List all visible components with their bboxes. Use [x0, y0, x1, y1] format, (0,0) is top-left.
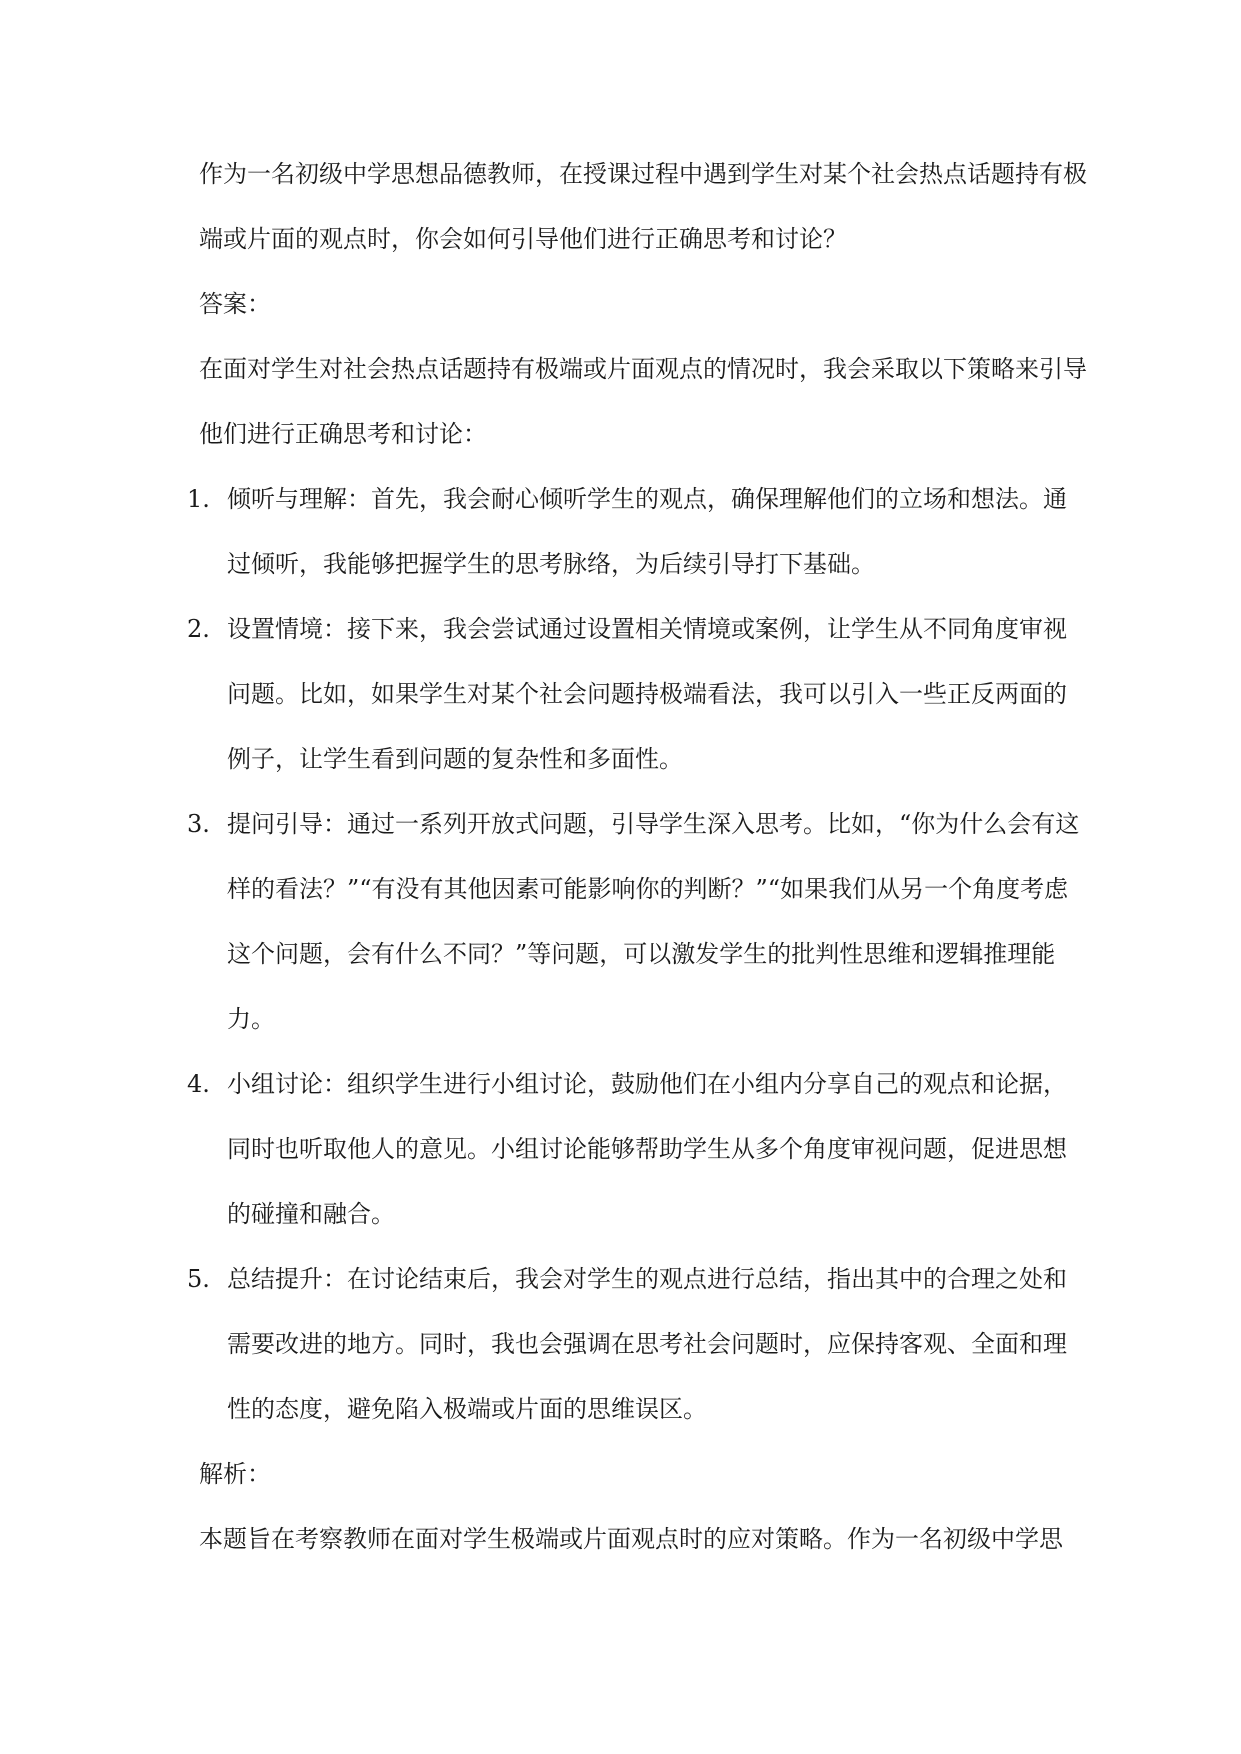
answer-item-2	[187, 597, 1089, 792]
list-number: 2.	[187, 615, 210, 643]
list-number: 5.	[187, 1265, 210, 1293]
list-number: 4.	[187, 1070, 210, 1098]
answer-item-1	[187, 467, 1089, 597]
list-item-text: 设置情境：接下来，我会尝试通过设置相关情境或案例，让学生从不同角度审视问题。比如，如果学生对某个社会问题持极端看法，我可以引入一些正反两面的例子，让学生看到问题的复杂性和多面性。	[227, 615, 1067, 773]
list-item-text: 总结提升：在讨论结束后，我会对学生的观点进行总结，指出其中的合理之处和需要改进的地方。同时，我也会强调在思考社会问题时，应保持客观、全面和理性的态度，避免陷入极端或片面的思维误区。	[227, 1265, 1067, 1423]
analysis-label: 解析：	[199, 1460, 271, 1488]
answer-intro: 在面对学生对社会热点话题持有极端或片面观点的情况时，我会采取以下策略来引导他们进行正确思考和讨论：	[199, 355, 1087, 448]
answer-item-3	[187, 792, 1089, 1052]
document-body	[187, 142, 1089, 1572]
analysis-text: 本题旨在考察教师在面对学生极端或片面观点时的应对策略。作为一名初级中学思	[199, 1525, 1063, 1553]
list-item-text: 倾听与理解：首先，我会耐心倾听学生的观点，确保理解他们的立场和想法。通过倾听，我能够把握学生的思考脉络，为后续引导打下基础。	[227, 485, 1067, 578]
list-item-text: 小组讨论：组织学生进行小组讨论，鼓励他们在小组内分享自己的观点和论据，同时也听取他人的意见。小组讨论能够帮助学生从多个角度审视问题，促进思想的碰撞和融合。	[227, 1070, 1067, 1228]
answer-item-5	[187, 1247, 1089, 1442]
list-number: 1.	[187, 485, 210, 513]
answer-label: 答案：	[199, 290, 271, 318]
list-item-text: 提问引导：通过一系列开放式问题，引导学生深入思考。比如，“你为什么会有这样的看法？”“有没有其他因素可能影响你的判断？”“如果我们从另一个角度考虑这个问题，会有什么不同？”等问题，可以激发学生的批判性思维和逻辑推理能力。	[227, 810, 1080, 1033]
answer-list	[187, 467, 1089, 1442]
answer-item-4	[187, 1052, 1089, 1247]
list-number: 3.	[187, 810, 210, 838]
question-text: 作为一名初级中学思想品德教师，在授课过程中遇到学生对某个社会热点话题持有极端或片面的观点时，你会如何引导他们进行正确思考和讨论？	[199, 160, 1087, 253]
